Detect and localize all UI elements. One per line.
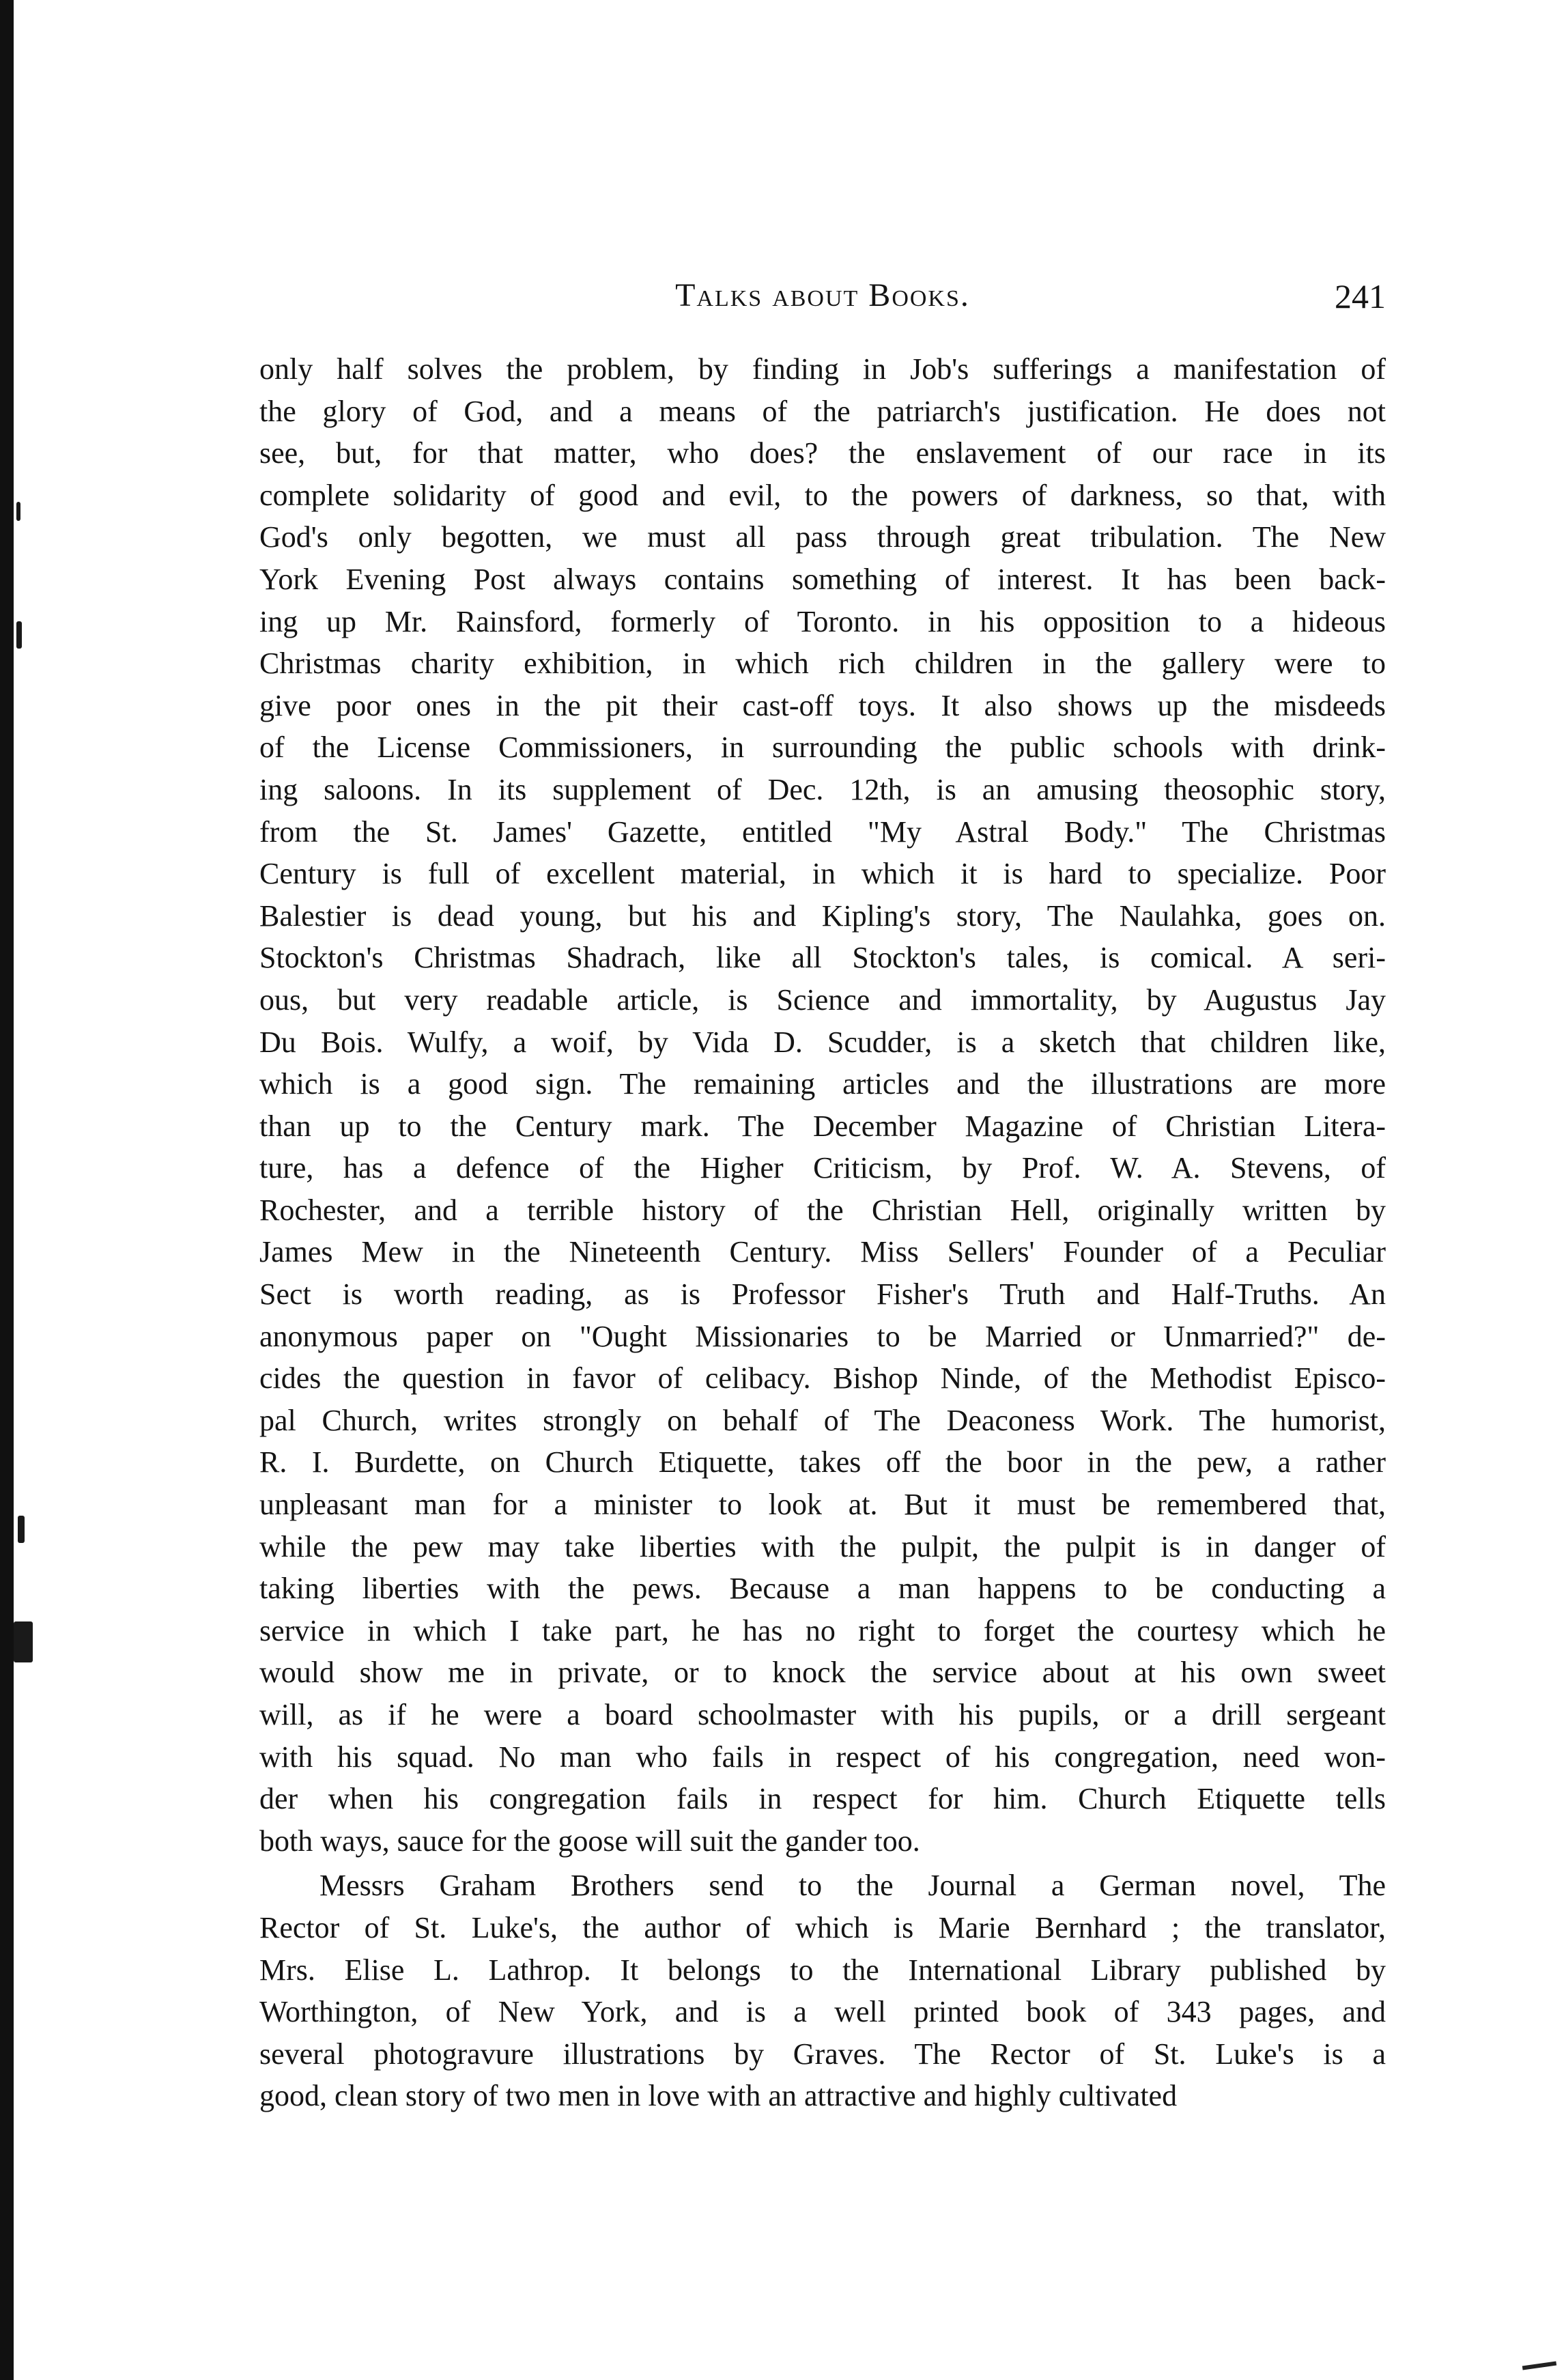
text-line: Mrs. Elise L. Lathrop. It belongs to the International Library published by — [259, 1953, 1386, 1987]
text-line: taking liberties with the pews. Because a man happens to be conducting a — [259, 1572, 1386, 1606]
text-line: pal Church, writes strongly on behalf of The Deaconess Work. The humorist, — [259, 1403, 1386, 1437]
text-line: while the pew may take liberties with the pulpit, the pulpit is in danger of — [259, 1529, 1386, 1563]
text-line: from the St. James' Gazette, entitled "My Astral Body." The Christmas — [259, 814, 1386, 849]
text-line: York Evening Post always contains something of interest. It has been back- — [259, 562, 1386, 596]
text-line: with his squad. No man who fails in respect of his congregation, need won- — [259, 1740, 1386, 1774]
scan-artifact — [18, 1516, 25, 1543]
text-line: Du Bois. Wulfy, a woif, by Vida D. Scudder, is a sketch that children like, — [259, 1025, 1386, 1059]
text-line: Sect is worth reading, as is Professor Fisher's Truth and Half-Truths. An — [259, 1277, 1386, 1312]
text-line: ing saloons. In its supplement of Dec. 12th, is an amusing theosophic story, — [259, 772, 1386, 806]
text-line: Messrs Graham Brothers send to the Journal a German novel, The — [319, 1869, 1386, 1903]
scan-artifact — [14, 1621, 33, 1662]
text-line: anonymous paper on "Ought Missionaries to be Married or Unmarried?" de- — [259, 1319, 1386, 1353]
text-line: ous, but very readable article, is Science and immortality, by Augustus Jay — [259, 982, 1386, 1017]
paragraph — [259, 1865, 1386, 2117]
page-header — [259, 277, 1386, 331]
text-line: God's only begotten, we must all pass through great tribulation. The New — [259, 520, 1386, 554]
text-line: see, but, for that matter, who does? the enslavement of our race in its — [259, 436, 1386, 470]
text-line: of the License Commissioners, in surrounding the public schools with drink- — [259, 731, 1386, 765]
text-line: both ways, sauce for the goose will suit the gander too. — [259, 1824, 920, 1858]
running-title: Talks about Books. — [675, 277, 970, 313]
text-line: der when his congregation fails in respect for him. Church Etiquette tells — [259, 1782, 1386, 1816]
text-line: only half solves the problem, by finding in Job's sufferings a manifestation of — [259, 352, 1386, 386]
text-line: Century is full of excellent material, in which it is hard to specialize. Poor — [259, 857, 1386, 891]
text-line: ture, has a defence of the Higher Criticism, by Prof. W. A. Stevens, of — [259, 1151, 1386, 1185]
scan-artifact — [16, 502, 20, 521]
text-line: service in which I take part, he has no right to forget the courtesy which he — [259, 1613, 1386, 1647]
page-binding-edge — [0, 0, 14, 2380]
text-line: Rector of St. Luke's, the author of which is Marie Bernhard ; the translator, — [259, 1910, 1386, 1944]
text-line: James Mew in the Nineteenth Century. Miss Sellers' Founder of a Peculiar — [259, 1235, 1386, 1269]
text-line: Rochester, and a terrible history of the Christian Hell, originally written by — [259, 1193, 1386, 1227]
text-line: R. I. Burdette, on Church Etiquette, takes off the boor in the pew, a rather — [259, 1445, 1386, 1479]
text-line: Worthington, of New York, and is a well printed book of 343 pages, and — [259, 1995, 1386, 2029]
text-line: several photogravure illustrations by Graves. The Rector of St. Luke's is a — [259, 2037, 1386, 2071]
text-line: ing up Mr. Rainsford, formerly of Toronto. in his opposition to a hideous — [259, 604, 1386, 638]
scan-artifact — [16, 621, 22, 649]
text-line: give poor ones in the pit their cast-off toys. It also shows up the misdeeds — [259, 688, 1386, 722]
text-line: Stockton's Christmas Shadrach, like all Stockton's tales, is comical. A seri- — [259, 941, 1386, 975]
text-line: will, as if he were a board schoolmaster with his pupils, or a drill sergeant — [259, 1698, 1386, 1731]
text-line: than up to the Century mark. The December Magazine of Christian Litera- — [259, 1109, 1386, 1143]
text-line: Balestier is dead young, but his and Kipling's story, The Naulahka, goes on. — [259, 898, 1386, 933]
text-line: the glory of God, and a means of the patriarch's justification. He does not — [259, 394, 1386, 428]
page-number: 241 — [1335, 277, 1386, 315]
paragraph — [259, 348, 1386, 1862]
text-line: would show me in private, or to knock the service about at his own sweet — [259, 1656, 1386, 1690]
text-line: which is a good sign. The remaining articles and the illustrations are more — [259, 1067, 1386, 1101]
text-line: cides the question in favor of celibacy. Bishop Ninde, of the Methodist Episco- — [259, 1361, 1386, 1396]
text-line: unpleasant man for a minister to look at. But it must be remembered that, — [259, 1488, 1386, 1522]
text-line: good, clean story of two men in love with an attractive and highly cultivated — [259, 2079, 1178, 2113]
scan-artifact — [1522, 2362, 1556, 2370]
text-line: Christmas charity exhibition, in which rich children in the gallery were to — [259, 647, 1386, 681]
body-text — [259, 348, 1386, 2117]
text-line: complete solidarity of good and evil, to the powers of darkness, so that, with — [259, 478, 1386, 512]
